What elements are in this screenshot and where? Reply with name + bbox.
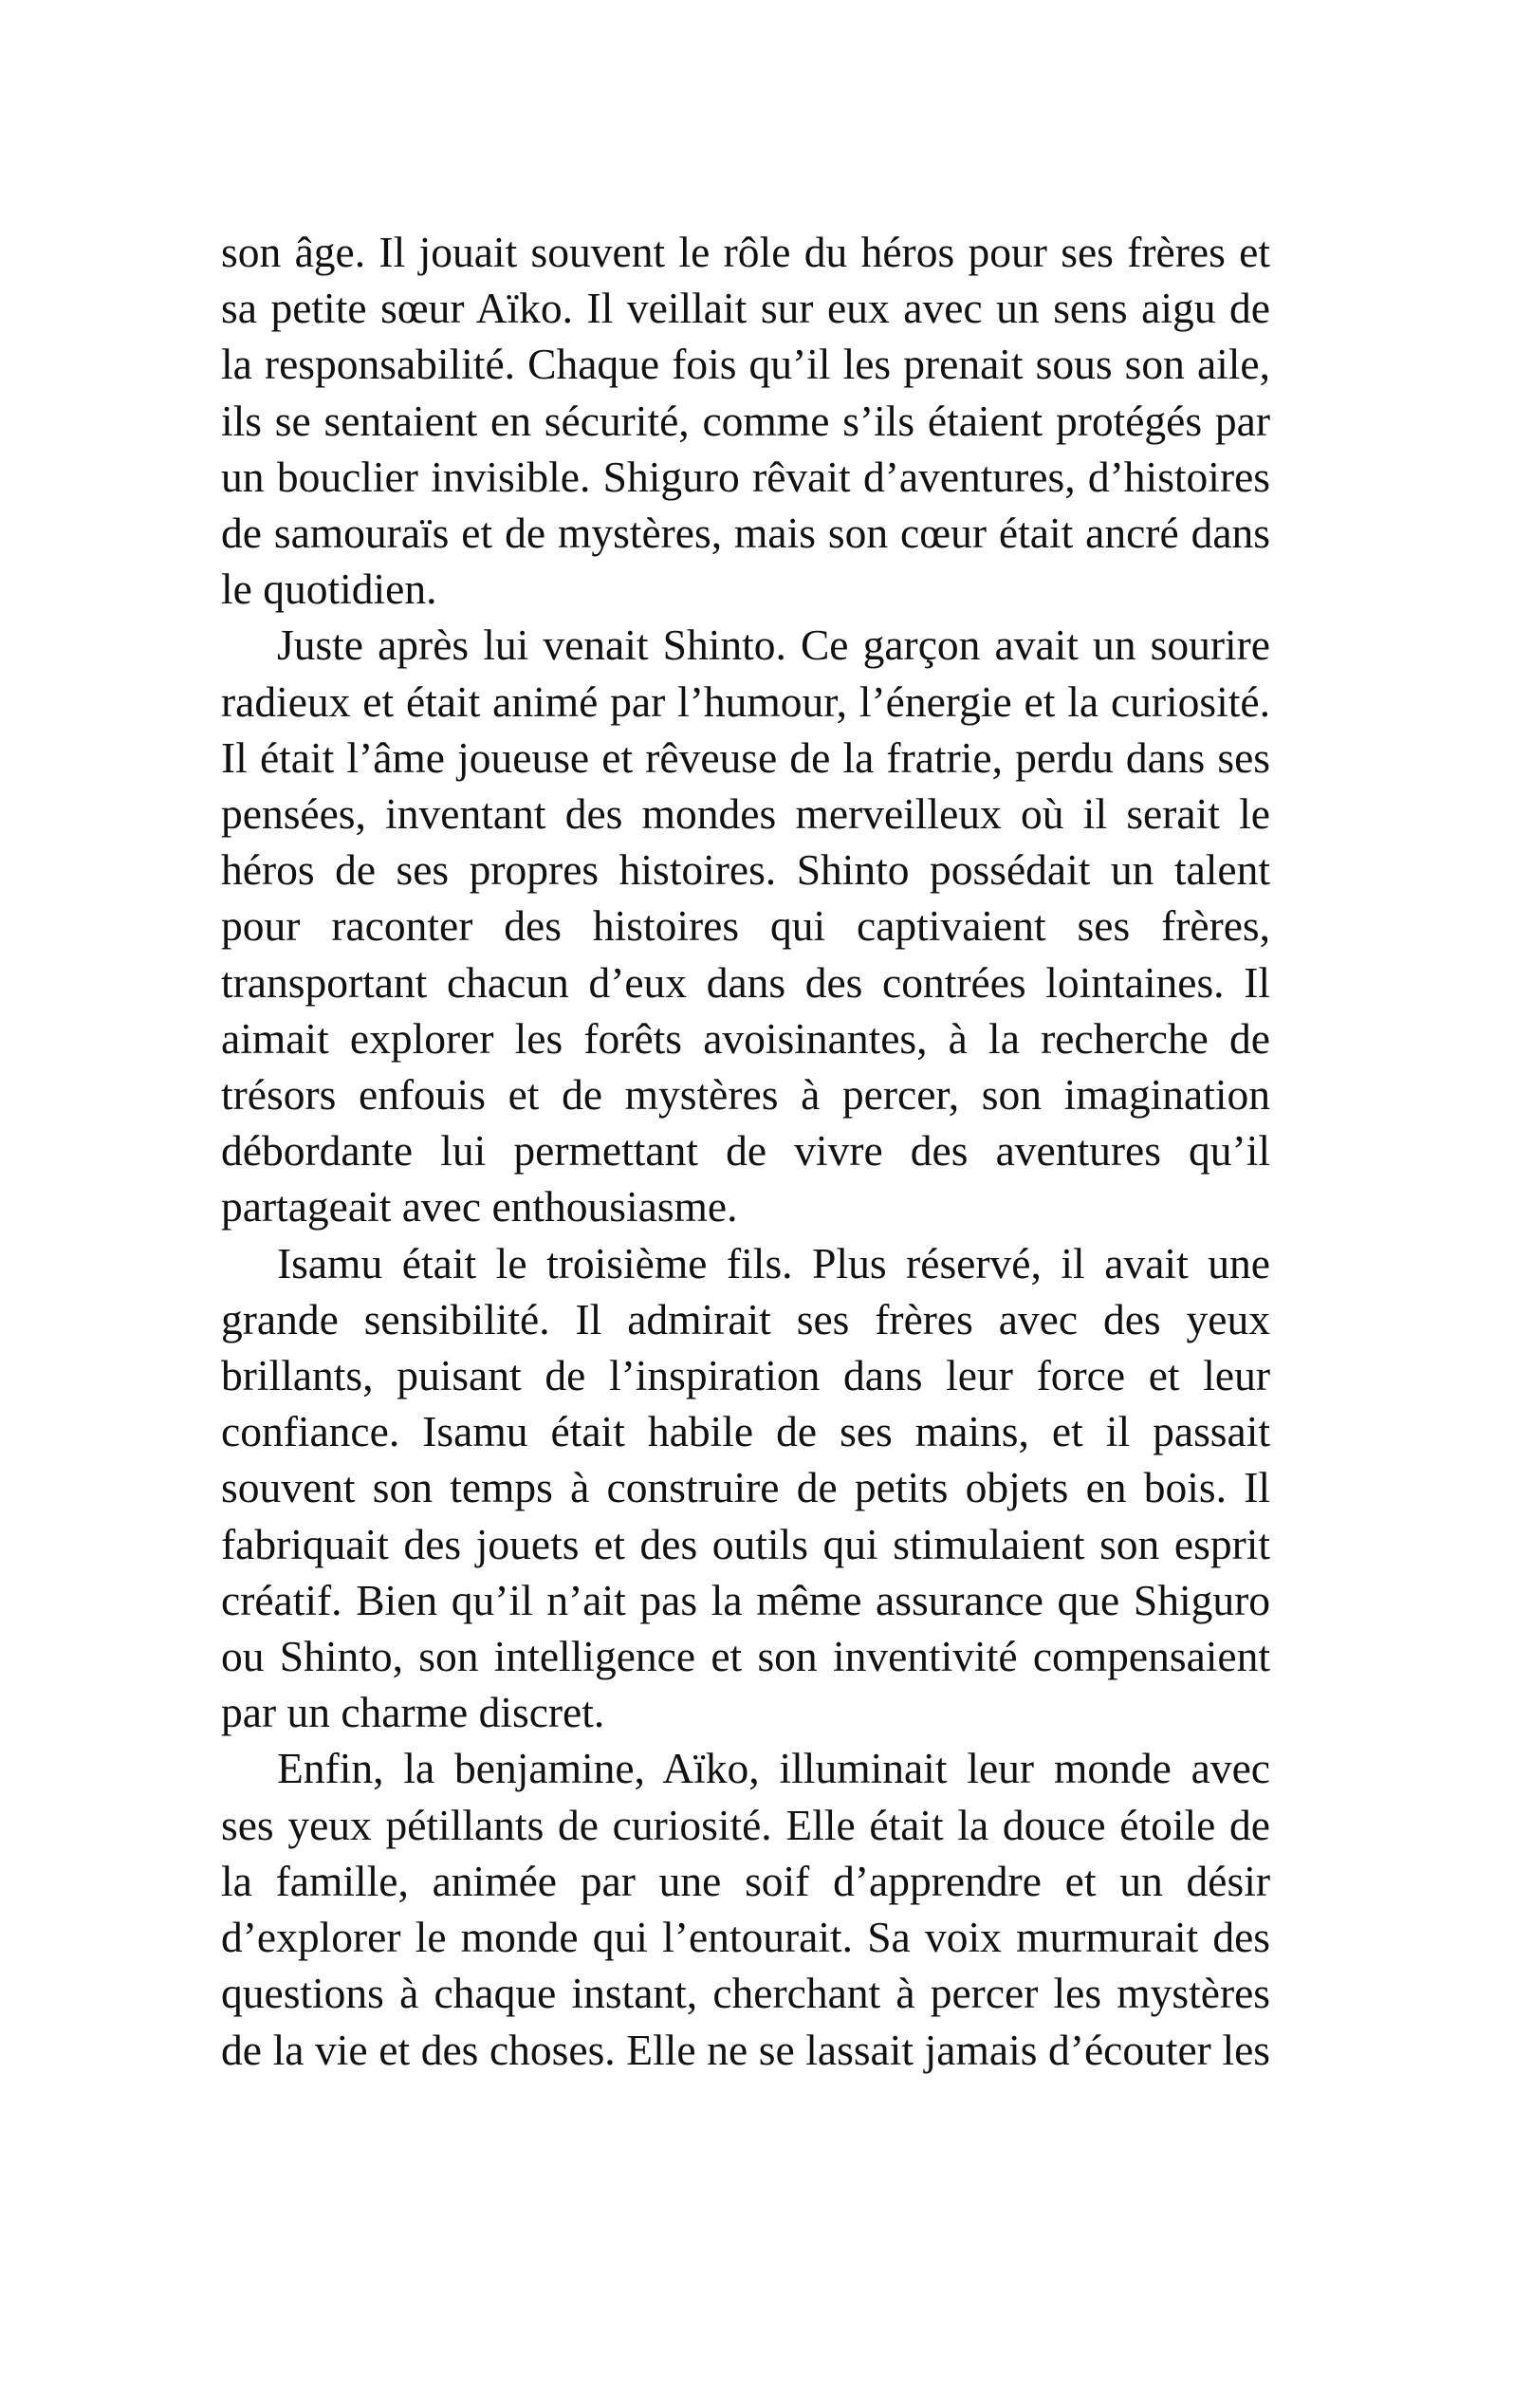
body-text <box>221 224 1270 2078</box>
paragraph-isamu: Isamu était le troisième fils. Plus réservé, il avait une grande sensibilité. Il admirait ses frères avec des yeux brillants, puisant de l’inspiration dans leur force et leur confiance. Isamu était habile de ses mains, et il passait souvent son temps à construire de petits objets en bois. Il fabriquait des jouets et des outils qui stimulaient son esprit créatif. Bien qu’il n’ait pas la même assurance que Shiguro ou Shinto, son intelligence et son inventivité compensaient par un charme discret. <box>221 1238 1270 1737</box>
paragraph-shinto: Juste après lui venait Shinto. Ce garçon avait un sourire radieux et était animé par l’humour, l’énergie et la curiosité. Il était l’âme joueuse et rêveuse de la fratrie, perdu dans ses pensées, inventant des mondes merveilleux où il serait le héros de ses propres histoires. Shinto possédait un talent pour raconter des histoires qui captivaient ses frères, transportant chacun d’eux dans des contrées lointaines. Il aimait explorer les forêts avoisinantes, à la recherche de trésors enfouis et de mystères à percer, son imagination débordante lui permettant de vivre des aventures qu’il partageait avec enthousiasme. <box>221 621 1270 1232</box>
paragraph-continued: son âge. Il jouait souvent le rôle du héros pour ses frères et sa petite sœur Aïko. Il veillait sur eux avec un sens aigu de la responsabilité. Chaque fois qu’il les prenait sous son aile, ils se sentaient en sécurité, comme s’ils étaient protégés par un bouclier invisible. Shiguro rêvait d’aventures, d’histoires de samouraïs et de mystères, mais son cœur était ancré dans le quotidien. <box>221 228 1270 614</box>
paragraph-aiko: Enfin, la benjamine, Aïko, illuminait leur monde avec ses yeux pétillants de curiosité. Elle était la douce étoile de la famille, animée par une soif d’apprendre et un désir d’explorer le monde qui l’entourait. Sa voix murmurait des questions à chaque instant, cherchant à percer les mystères de la vie et des choses. Elle ne se lassait jamais d’écouter les <box>221 1744 1270 2074</box>
